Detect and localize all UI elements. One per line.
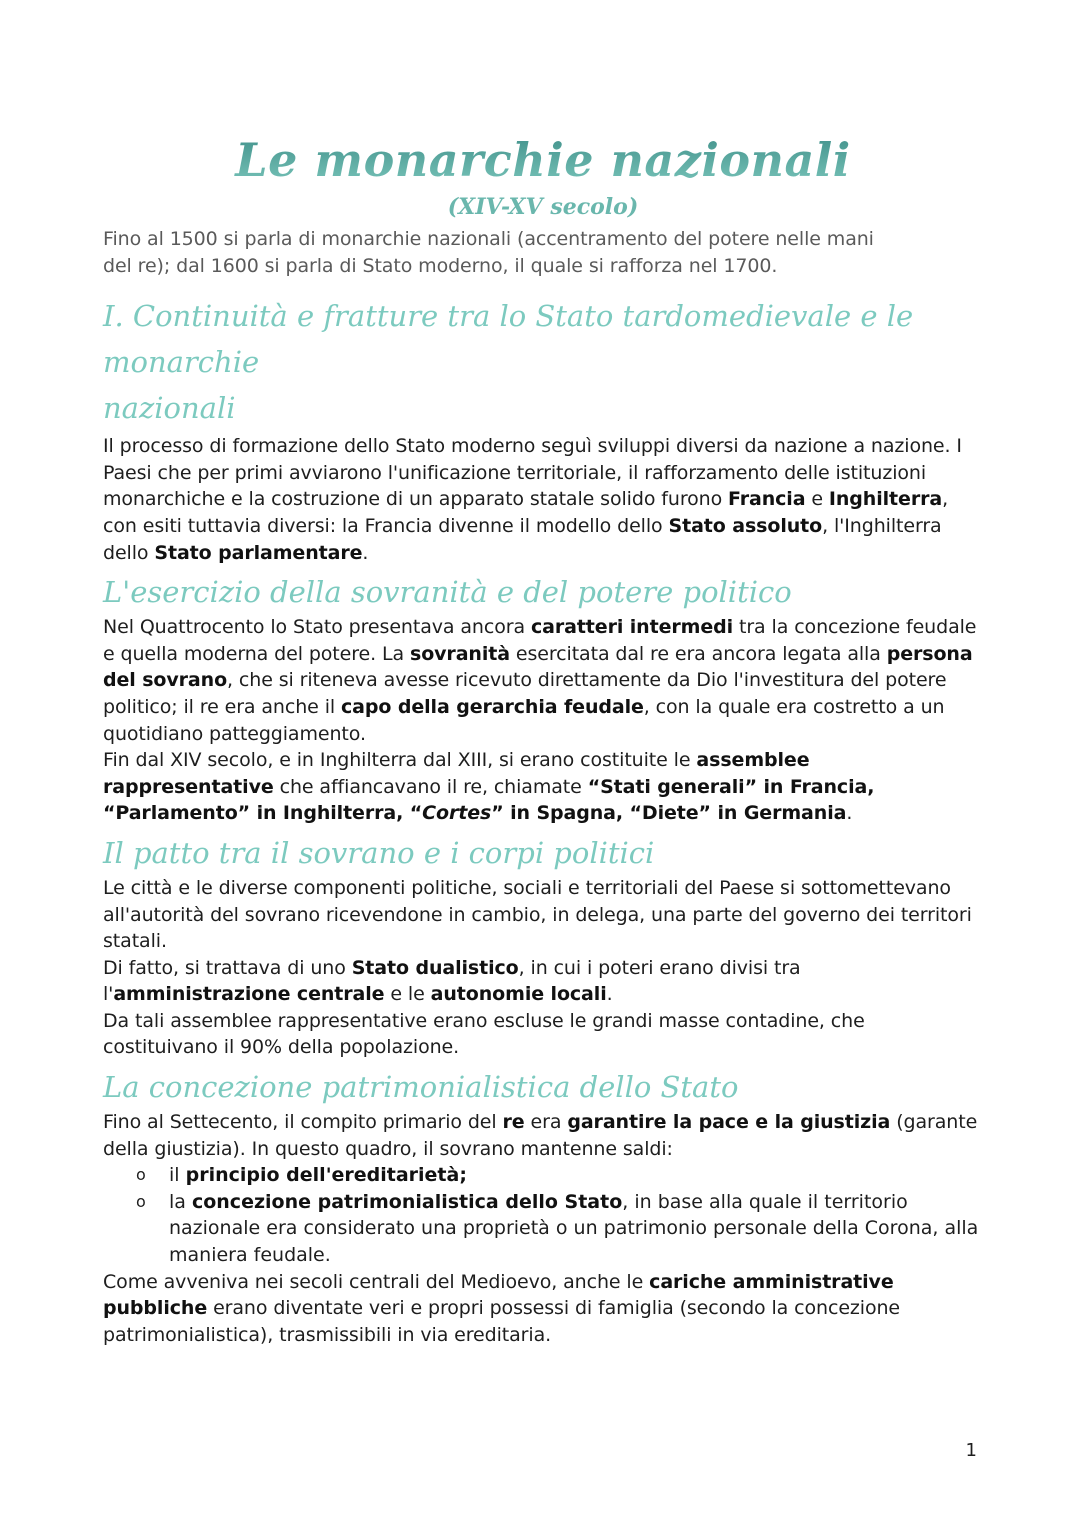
section-2-paragraph-2: Fin dal XIV secolo, e in Inghilterra dal XIII, si erano costituite le assemblee rappresentative che affiancavano il re, chiamate “Stati generali” in Francia, “Parlamento” in Inghilterra, “Cortes” in Spagna, “Diete” in Germania. (103, 749, 875, 825)
list-item: o il principio dell'ereditarietà; (136, 1162, 983, 1189)
intro-paragraph: Fino al 1500 si parla di monarchie nazionali (accentramento del potere nelle mani del re); dal 1600 si parla di Stato moderno, il quale si rafforza nel 1700. (103, 228, 874, 277)
page-number: 1 (965, 1440, 977, 1461)
section-4-paragraph-2: Come avveniva nei secoli centrali del Medioevo, anche le cariche amministrative pubbliche erano diventate veri e propri possessi di famiglia (secondo la concezione patrimonialistica), trasmissibili in via ereditaria. (103, 1270, 901, 1346)
section-4-heading: La concezione patrimonialistica dello Stato (103, 1070, 739, 1105)
section-2-paragraph-1: Nel Quattrocento lo Stato presentava ancora caratteri intermedi tra la concezione feudale e quella moderna del potere. La sovranità esercitata dal re era ancora legata alla persona del sovrano, che si riteneva avesse ricevuto direttamente da Dio l'investitura del potere politico; il re era anche il capo della gerarchia feudale, con la quale era costretto a un quotidiano patteggiamento. (103, 616, 977, 745)
list-item: o la concezione patrimonialistica dello Stato, in base alla quale il territorio nazionale era considerato una proprietà o un patrimonio personale della Corona, alla maniera feudale. (136, 1190, 979, 1267)
document-title: Le monarchie nazionali (103, 128, 983, 192)
section-1-heading: I. Continuità e fratture tra lo Stato tardomedievale e le monarchie nazionali (103, 299, 914, 426)
section-1-paragraph: Il processo di formazione dello Stato moderno seguì sviluppi diversi da nazione a nazione. I Paesi che per primi avviarono l'unificazione territoriale, il rafforzamento delle istituzioni monarchiche e la costruzione di un apparato statale solido furono Francia e Inghilterra, con esiti tuttavia diversi: la Francia divenne il modello dello Stato assoluto, l'Inghilterra dello Stato parlamentare. (103, 435, 962, 564)
section-4-paragraph-1: Fino al Settecento, il compito primario del re era garantire la pace e la giustizia (garante della giustizia). In questo quadro, il sovrano mantenne saldi: (103, 1111, 978, 1160)
document-subtitle: (XIV-XV secolo) (447, 194, 639, 220)
document-page (103, 128, 983, 1348)
circle-bullet-icon: o (136, 1191, 146, 1211)
section-3-paragraph-1: Le città e le diverse componenti politiche, sociali e territoriali del Paese si sottomettevano all'autorità del sovrano ricevendone in cambio, in delega, una parte del governo dei territori statali. (103, 876, 972, 953)
section-4-bullet-list (103, 1162, 983, 1268)
section-3-heading: Il patto tra il sovrano e i corpi politici (103, 835, 655, 870)
circle-bullet-icon: o (136, 1165, 146, 1185)
section-2-heading: L'esercizio della sovranità e del potere politico (103, 575, 792, 610)
section-3-paragraph-3: Da tali assemblee rappresentative erano escluse le grandi masse contadine, che costituivano il 90% della popolazione. (103, 1009, 865, 1059)
section-3-paragraph-2: Di fatto, si trattava di uno Stato dualistico, in cui i poteri erano divisi tra l'amministrazione centrale e le autonomie locali. (103, 956, 801, 1006)
